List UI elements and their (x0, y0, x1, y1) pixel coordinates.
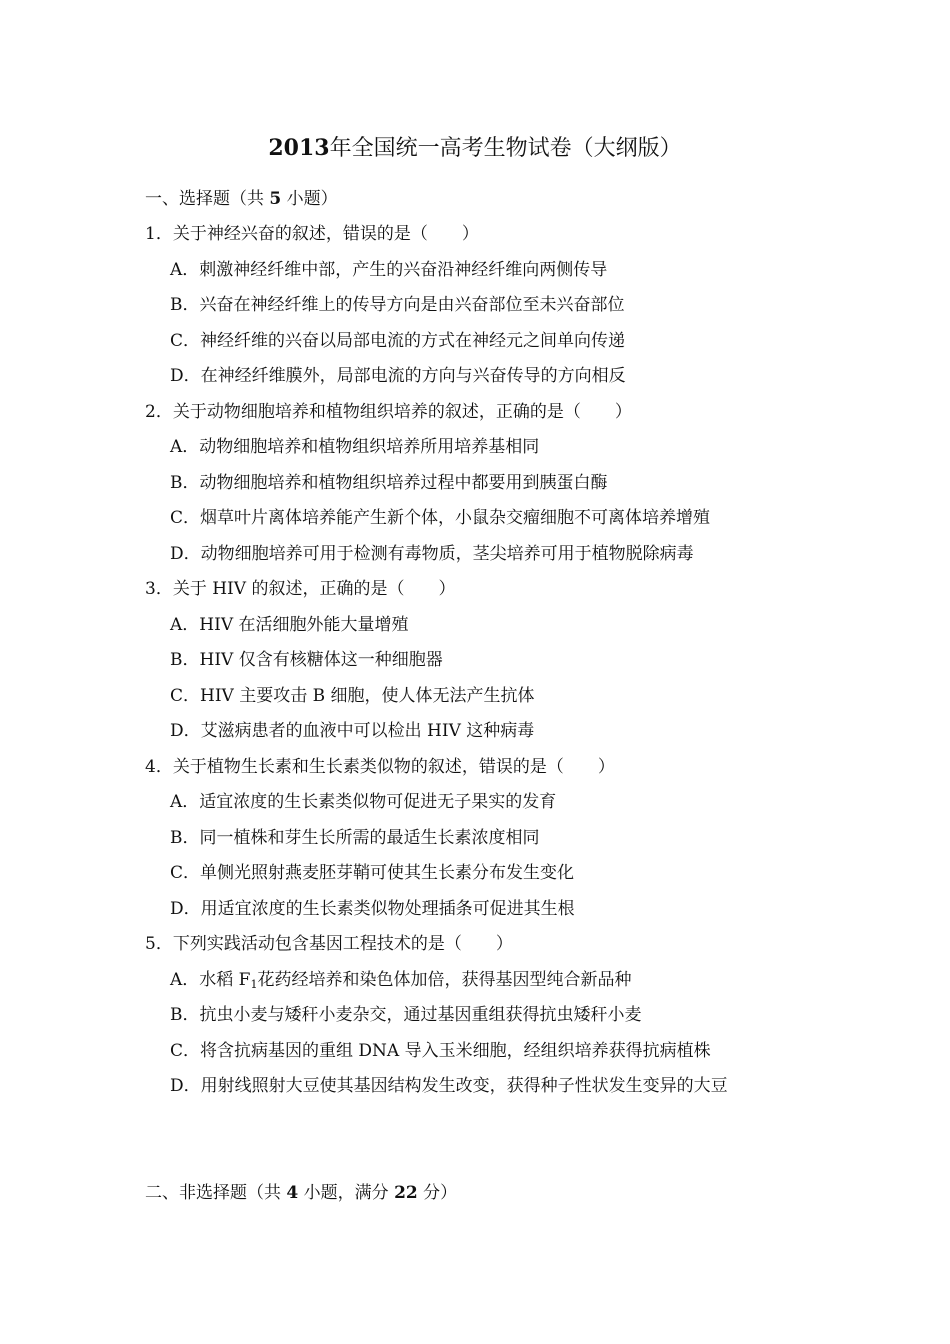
option-letter: C． (170, 686, 201, 706)
option-text: HIV 在活细胞外能大量增殖 (199, 615, 409, 635)
page-title (0, 133, 950, 164)
option-letter: C． (170, 1041, 201, 1061)
question-5-option-b (170, 1003, 642, 1027)
section-heading-nonchoice (145, 1181, 457, 1205)
question-text: 下列实践活动包含基因工程技术的是（ ） (172, 934, 513, 954)
option-text: 烟草叶片离体培养能产生新个体，小鼠杂交瘤细胞不可离体培养增殖 (200, 508, 711, 528)
option-text: 抗虫小麦与矮秆小麦杂交，通过基因重组获得抗虫矮秆小麦 (199, 1005, 642, 1025)
option-text: HIV 主要攻击 B 细胞，使人体无法产生抗体 (200, 686, 535, 706)
question-5-option-c (170, 1039, 711, 1063)
question-number: 3． (145, 579, 173, 599)
section2-suffix: 分） (417, 1183, 458, 1203)
option-letter: A． (170, 615, 200, 635)
section-heading-choice (145, 187, 338, 211)
question-1-stem (145, 222, 479, 246)
option-letter: A． (170, 792, 200, 812)
option-letter: D． (170, 1076, 201, 1096)
section1-prefix: 一、选择题（共 (145, 189, 270, 209)
question-1-option-c (170, 329, 625, 353)
option-text: 动物细胞培养和植物组织培养过程中都要用到胰蛋白酶 (199, 473, 608, 493)
question-5-stem (145, 932, 513, 956)
option-text: 动物细胞培养可用于检测有毒物质，茎尖培养可用于植物脱除病毒 (200, 544, 694, 564)
option-text: 在神经纤维膜外，局部电流的方向与兴奋传导的方向相反 (200, 366, 626, 386)
question-4-option-a (170, 790, 556, 814)
option-letter: A． (170, 260, 200, 280)
title-year: 2013 (268, 135, 330, 161)
question-3-option-a (170, 613, 409, 637)
question-3-stem (145, 577, 455, 601)
option-text: 适宜浓度的生长素类似物可促进无子果实的发育 (199, 792, 557, 812)
question-4-option-c (170, 861, 574, 885)
question-3-option-b (170, 648, 443, 672)
question-4-option-d (170, 897, 575, 921)
question-2-option-b (170, 471, 608, 495)
option-letter: B． (170, 1005, 200, 1025)
option-text: 单侧光照射燕麦胚芽鞘可使其生长素分布发生变化 (200, 863, 575, 883)
option-letter: B． (170, 650, 200, 670)
option-text: 用射线照射大豆使其基因结构发生改变，获得种子性状发生变异的大豆 (200, 1076, 728, 1096)
question-2-option-d (170, 542, 694, 566)
option-letter: D． (170, 366, 201, 386)
question-number: 2． (145, 402, 173, 422)
question-5-option-d (170, 1074, 728, 1098)
option-letter: A． (170, 437, 200, 457)
subscript-text: 1 (250, 978, 258, 991)
option-letter: C． (170, 331, 201, 351)
option-letter: B． (170, 295, 200, 315)
option-letter: C． (170, 863, 201, 883)
option-text: 艾滋病患者的血液中可以检出 HIV 这种病毒 (200, 721, 535, 741)
option-letter: B． (170, 828, 200, 848)
question-3-option-c (170, 684, 535, 708)
question-1-option-d (170, 364, 626, 388)
option-letter: D． (170, 544, 201, 564)
option-text: 用适宜浓度的生长素类似物处理插条可促进其生根 (200, 899, 575, 919)
option-letter: D． (170, 721, 201, 741)
section1-count: 5 (269, 189, 282, 209)
question-2-stem (145, 400, 632, 424)
option-text: HIV 仅含有核糖体这一种细胞器 (199, 650, 443, 670)
section2-prefix: 二、非选择题（共 (145, 1183, 287, 1203)
option-text: 同一植株和芽生长所需的最适生长素浓度相同 (199, 828, 540, 848)
section2-count: 4 (286, 1183, 299, 1203)
question-1-option-b (170, 293, 625, 317)
question-number: 1． (145, 224, 173, 244)
question-text: 关于 HIV 的叙述，正确的是（ ） (172, 579, 456, 599)
option-text: 动物细胞培养和植物组织培养所用培养基相同 (199, 437, 540, 457)
option-text: 兴奋在神经纤维上的传导方向是由兴奋部位至未兴奋部位 (199, 295, 625, 315)
option-letter: A． (170, 970, 200, 990)
section1-suffix: 小题） (281, 189, 338, 209)
option-text: 神经纤维的兴奋以局部电流的方式在神经元之间单向传递 (200, 331, 626, 351)
question-5-option-a (170, 968, 631, 992)
option-text: 水稻 F (199, 970, 251, 990)
option-letter: B． (170, 473, 200, 493)
question-4-option-b (170, 826, 540, 850)
question-text: 关于植物生长素和生长素类似物的叙述，错误的是（ ） (172, 757, 615, 777)
section2-score: 22 (394, 1183, 418, 1203)
title-text: 年全国统一高考生物试卷（大纲版） (329, 136, 682, 161)
question-number: 4． (145, 757, 173, 777)
question-text: 关于动物细胞培养和植物组织培养的叙述，正确的是（ ） (172, 402, 632, 422)
question-3-option-d (170, 719, 534, 743)
question-4-stem (145, 755, 615, 779)
question-text: 关于神经兴奋的叙述，错误的是（ ） (172, 224, 479, 244)
option-text: 将含抗病基因的重组 DNA 导入玉米细胞，经组织培养获得抗病植株 (200, 1041, 711, 1061)
question-2-option-c (170, 506, 710, 530)
option-letter: D． (170, 899, 201, 919)
section2-middle: 小题，满分 (298, 1183, 395, 1203)
option-letter: C． (170, 508, 201, 528)
question-2-option-a (170, 435, 539, 459)
question-number: 5． (145, 934, 173, 954)
question-1-option-a (170, 258, 607, 282)
option-text-continued: 花药经培养和染色体加倍，获得基因型纯合新品种 (257, 970, 632, 990)
option-text: 刺激神经纤维中部，产生的兴奋沿神经纤维向两侧传导 (199, 260, 608, 280)
